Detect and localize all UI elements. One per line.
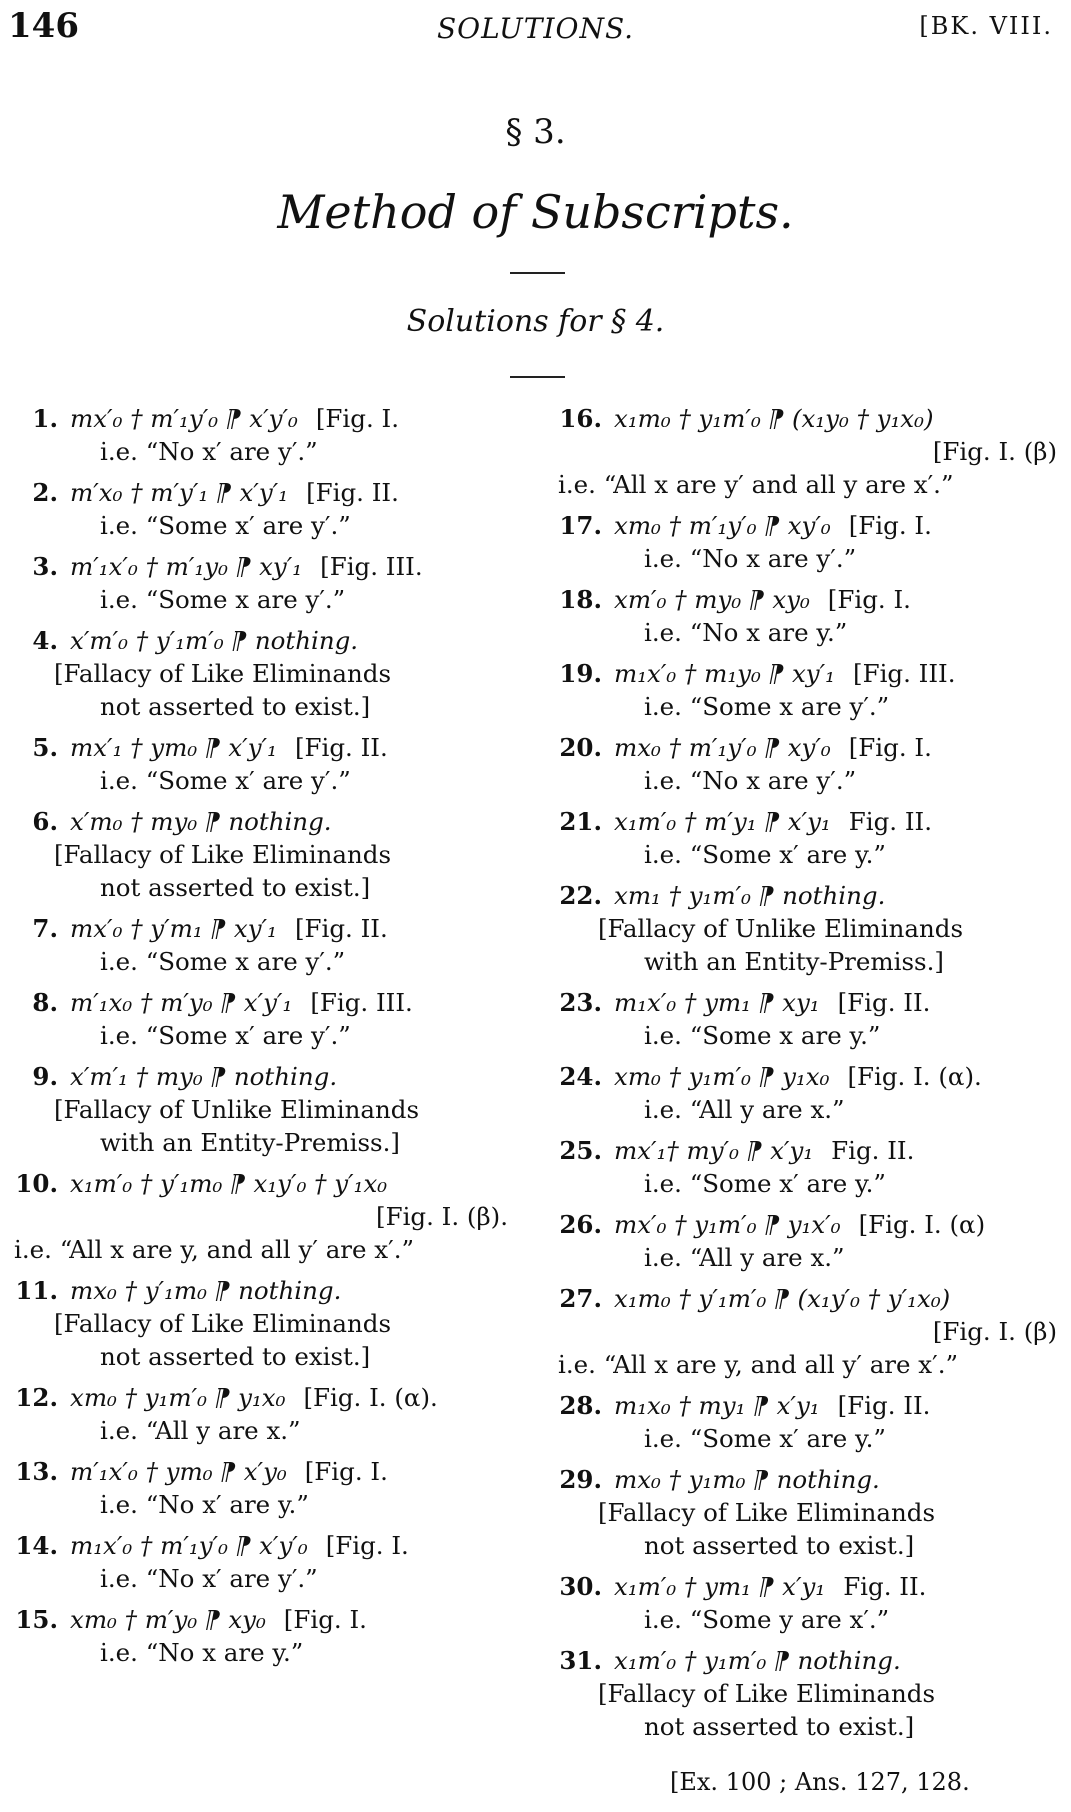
- solution-item: [8, 731, 508, 797]
- solution-item: [8, 912, 508, 978]
- figure-reference: [Fig. II.: [294, 733, 388, 762]
- solution-formula: xm′₀ † my₀ ⁋ xy₀: [614, 585, 810, 614]
- solution-number: 13.: [15, 1457, 58, 1486]
- solution-line: [8, 731, 508, 764]
- solution-line: [8, 1529, 508, 1562]
- solution-item: [552, 583, 1057, 649]
- conclusion-text: i.e. “All y are x.”: [100, 1416, 301, 1445]
- solution-number: 4.: [32, 626, 58, 655]
- solution-number: 6.: [32, 807, 58, 836]
- solution-item: [552, 1208, 1057, 1274]
- solution-item: [552, 1570, 1057, 1636]
- solution-formula: xm₀ † m′y₀ ⁋ xy₀: [70, 1605, 266, 1634]
- solution-formula: mx₀ † y′₁m₀ ⁋ nothing.: [70, 1276, 342, 1305]
- solution-line: [8, 1455, 508, 1488]
- solution-line: [8, 402, 508, 435]
- figure-reference: [Fig. II.: [306, 478, 399, 507]
- solution-formula: mx′₁ † ym₀ ⁋ x′y′₁: [70, 733, 277, 762]
- solution-line: [552, 986, 1057, 1019]
- conclusion-text: i.e. “All y are x.”: [644, 1095, 845, 1124]
- solution-formula: m₁x₀ † my₁ ⁋ x′y₁: [614, 1391, 820, 1420]
- solution-formula: x₁m₀ † y′₁m′₀ ⁋ (x₁y′₀ † y′₁x₀): [614, 1284, 951, 1313]
- solution-item: [8, 1603, 508, 1669]
- fallacy-note: [Fallacy of Unlike Eliminands: [598, 914, 964, 943]
- solution-number: 12.: [15, 1383, 58, 1412]
- solution-number: 21.: [559, 807, 602, 836]
- footer-reference: [Ex. 100 ; Ans. 127, 128.: [670, 1768, 970, 1796]
- fallacy-note-continued: not asserted to exist.]: [100, 873, 371, 902]
- figure-reference: [Fig. I.: [827, 585, 911, 614]
- figure-reference: [Fig. III.: [310, 988, 413, 1017]
- solution-line: [552, 583, 1057, 616]
- conclusion-text: i.e. “No x′ are y′.”: [100, 437, 318, 466]
- figure-reference: Fig. II.: [831, 1136, 915, 1165]
- solution-item: [552, 731, 1057, 797]
- running-title: SOLUTIONS.: [436, 12, 635, 45]
- conclusion-text: i.e. “Some x′ are y′.”: [100, 766, 351, 795]
- solution-number: 18.: [559, 585, 602, 614]
- solution-line: [8, 1060, 508, 1093]
- conclusion-text: i.e. “No x′ are y′.”: [100, 1564, 318, 1593]
- solution-item: [552, 1644, 1057, 1743]
- solution-line: [552, 1208, 1057, 1241]
- solution-item: [8, 550, 508, 616]
- solution-number: 31.: [559, 1646, 602, 1675]
- solution-line: [552, 1644, 1057, 1677]
- solution-line: [8, 1167, 508, 1200]
- solution-line: [8, 1381, 508, 1414]
- conclusion-text: i.e. “No x are y.”: [100, 1638, 304, 1667]
- figure-reference: [Fig. I. (β): [932, 437, 1057, 466]
- solution-item: [552, 1389, 1057, 1455]
- solution-number: 7.: [32, 914, 58, 943]
- conclusion-text: i.e. “Some y are x′.”: [644, 1605, 890, 1634]
- solution-number: 26.: [559, 1210, 602, 1239]
- conclusion-text: i.e. “All y are x.”: [644, 1243, 845, 1272]
- solution-item: [8, 624, 508, 723]
- solution-item: [552, 1060, 1057, 1126]
- solution-item: [8, 1167, 508, 1266]
- figure-reference: [Fig. I. (α).: [303, 1383, 438, 1412]
- solution-formula: mx′₁† my′₀ ⁋ x′y₁: [614, 1136, 814, 1165]
- solution-number: 5.: [32, 733, 58, 762]
- fallacy-note-continued: not asserted to exist.]: [100, 1342, 371, 1371]
- solution-line: [552, 402, 1057, 435]
- solution-item: [8, 476, 508, 542]
- solution-item: [552, 1282, 1057, 1381]
- solution-number: 1.: [32, 404, 58, 433]
- solution-formula: m′₁x₀ † m′y₀ ⁋ x′y′₁: [70, 988, 293, 1017]
- solution-formula: mx′₀ † y′m₁ ⁋ xy′₁: [70, 914, 277, 943]
- fallacy-note: [Fallacy of Like Eliminands: [54, 1309, 392, 1338]
- solution-formula: m′₁x′₀ † m′₁y₀ ⁋ xy′₁: [70, 552, 303, 581]
- running-header: [0, 6, 1071, 50]
- section-number: § 3.: [505, 112, 566, 152]
- fallacy-note: [Fallacy of Unlike Eliminands: [54, 1095, 420, 1124]
- solution-number: 11.: [15, 1276, 58, 1305]
- section-subtitle: Solutions for § 4.: [406, 304, 665, 339]
- figure-reference: [Fig. I.: [325, 1531, 409, 1560]
- solution-formula: mx′₀ † m′₁y′₀ ⁋ x′y′₀: [70, 404, 298, 433]
- figure-reference: [Fig. I.: [848, 511, 932, 540]
- solution-formula: mx₀ † y₁m₀ ⁋ nothing.: [614, 1465, 880, 1494]
- solution-item: [552, 509, 1057, 575]
- solution-line: [8, 624, 508, 657]
- solution-line: [8, 1274, 508, 1307]
- solution-item: [552, 657, 1057, 723]
- right-column: [552, 402, 1057, 1751]
- figure-reference: Fig. II.: [843, 1572, 927, 1601]
- solution-formula: x′m₀ † my₀ ⁋ nothing.: [70, 807, 332, 836]
- fallacy-note: [Fallacy of Like Eliminands: [54, 840, 392, 869]
- solution-line: [552, 657, 1057, 690]
- solution-number: 3.: [32, 552, 58, 581]
- solution-formula: m₁x′₀ † m₁y₀ ⁋ xy′₁: [614, 659, 836, 688]
- solution-formula: xm₁ † y₁m′₀ ⁋ nothing.: [614, 881, 886, 910]
- solution-line: [8, 912, 508, 945]
- divider-rule: [510, 376, 565, 378]
- solution-formula: x₁m′₀ † y₁m′₀ ⁋ nothing.: [614, 1646, 901, 1675]
- solution-item: [552, 805, 1057, 871]
- solution-item: [8, 1060, 508, 1159]
- solution-item: [8, 1455, 508, 1521]
- figure-reference: [Fig. II.: [837, 1391, 931, 1420]
- solution-formula: x₁m′₀ † m′y₁ ⁋ x′y₁: [614, 807, 831, 836]
- fallacy-note: [Fallacy of Like Eliminands: [598, 1498, 936, 1527]
- left-column: [8, 402, 508, 1677]
- solution-line: [552, 509, 1057, 542]
- solution-number: 19.: [559, 659, 602, 688]
- conclusion-text: i.e. “Some x′ are y′.”: [100, 1021, 351, 1050]
- solution-line: [552, 879, 1057, 912]
- solution-item: [552, 1134, 1057, 1200]
- solution-line: [552, 1389, 1057, 1422]
- solution-formula: m′₁x′₀ † ym₀ ⁋ x′y₀: [70, 1457, 287, 1486]
- solution-line: [8, 550, 508, 583]
- solution-number: 20.: [559, 733, 602, 762]
- figure-reference: [Fig. I.: [848, 733, 932, 762]
- conclusion-text: i.e. “Some x′ are y.”: [644, 1169, 886, 1198]
- solution-formula: x′m′₀ † y′₁m′₀ ⁋ nothing.: [70, 626, 359, 655]
- conclusion-text: i.e. “Some x are y′.”: [100, 585, 346, 614]
- conclusion-text: i.e. “All x are y′ and all y are x′.”: [558, 470, 954, 499]
- divider-rule: [510, 272, 565, 274]
- solution-line: [552, 1134, 1057, 1167]
- solution-formula: xm₀ † y₁m′₀ ⁋ y₁x₀: [70, 1383, 286, 1412]
- fallacy-note: [Fallacy of Like Eliminands: [598, 1679, 936, 1708]
- figure-reference: [Fig. I. (α).: [847, 1062, 982, 1091]
- conclusion-text: i.e. “All x are y, and all y′ are x′.”: [558, 1350, 959, 1379]
- solution-number: 23.: [559, 988, 602, 1017]
- solution-line: [8, 986, 508, 1019]
- solution-item: [8, 1381, 508, 1447]
- solution-number: 16.: [559, 404, 602, 433]
- solution-line: [8, 476, 508, 509]
- conclusion-text: i.e. “All x are y, and all y′ are x′.”: [14, 1235, 415, 1264]
- fallacy-note-continued: with an Entity-Premiss.]: [100, 1128, 400, 1157]
- solution-number: 29.: [559, 1465, 602, 1494]
- conclusion-text: i.e. “Some x are y.”: [644, 1021, 881, 1050]
- figure-reference: [Fig. III.: [320, 552, 423, 581]
- solution-number: 14.: [15, 1531, 58, 1560]
- solution-number: 30.: [559, 1572, 602, 1601]
- solution-formula: xm₀ † y₁m′₀ ⁋ y₁x₀: [614, 1062, 830, 1091]
- page-number: 146: [8, 6, 79, 46]
- solution-item: [8, 805, 508, 904]
- solution-formula: m₁x′₀ † ym₁ ⁋ xy₁: [614, 988, 820, 1017]
- solution-number: 9.: [32, 1062, 58, 1091]
- fallacy-note-continued: not asserted to exist.]: [644, 1712, 915, 1741]
- solution-formula: m₁x′₀ † m′₁y′₀ ⁋ x′y′₀: [70, 1531, 308, 1560]
- figure-reference: [Fig. I. (β): [932, 1317, 1057, 1346]
- solution-item: [8, 402, 508, 468]
- figure-reference: [Fig. I.: [304, 1457, 388, 1486]
- figure-reference: [Fig. I.: [315, 404, 399, 433]
- fallacy-note-continued: with an Entity-Premiss.]: [644, 947, 944, 976]
- figure-reference: [Fig. III.: [853, 659, 956, 688]
- solution-formula: x′m′₁ † my₀ ⁋ nothing.: [70, 1062, 338, 1091]
- conclusion-text: i.e. “Some x are y′.”: [100, 947, 346, 976]
- fallacy-note: [Fallacy of Like Eliminands: [54, 659, 392, 688]
- solution-number: 24.: [559, 1062, 602, 1091]
- figure-reference: [Fig. I. (β).: [376, 1202, 508, 1231]
- solution-formula: x₁m′₀ † y′₁m₀ ⁋ x₁y′₀ † y′₁x₀: [70, 1169, 388, 1198]
- solution-line: [552, 1570, 1057, 1603]
- conclusion-text: i.e. “No x are y.”: [644, 618, 848, 647]
- figure-reference: Fig. II.: [848, 807, 932, 836]
- solution-number: 22.: [559, 881, 602, 910]
- solution-formula: m′x₀ † m′y′₁ ⁋ x′y′₁: [70, 478, 289, 507]
- solution-item: [8, 986, 508, 1052]
- solution-number: 17.: [559, 511, 602, 540]
- solution-item: [552, 879, 1057, 978]
- solution-item: [552, 1463, 1057, 1562]
- solution-formula: mx′₀ † y₁m′₀ ⁋ y₁x′₀: [614, 1210, 841, 1239]
- solution-line: [552, 1282, 1057, 1315]
- conclusion-text: i.e. “Some x are y′.”: [644, 692, 890, 721]
- solution-line: [552, 1060, 1057, 1093]
- solution-line: [552, 731, 1057, 764]
- conclusion-text: i.e. “No x are y′.”: [644, 544, 857, 573]
- fallacy-note-continued: not asserted to exist.]: [644, 1531, 915, 1560]
- figure-reference: [Fig. I. (α): [858, 1210, 986, 1239]
- conclusion-text: i.e. “Some x′ are y′.”: [100, 511, 351, 540]
- solution-formula: mx₀ † m′₁y′₀ ⁋ xy′₀: [614, 733, 831, 762]
- conclusion-text: i.e. “Some x′ are y.”: [644, 1424, 886, 1453]
- solution-line: [8, 805, 508, 838]
- solution-formula: xm₀ † m′₁y′₀ ⁋ xy′₀: [614, 511, 831, 540]
- figure-reference: [Fig. I.: [283, 1605, 367, 1634]
- solution-number: 27.: [559, 1284, 602, 1313]
- solution-number: 2.: [32, 478, 58, 507]
- solution-number: 8.: [32, 988, 58, 1017]
- solution-line: [552, 805, 1057, 838]
- book-reference: [BK. VIII.: [919, 12, 1053, 40]
- section-title: Method of Subscripts.: [277, 185, 794, 239]
- conclusion-text: i.e. “No x′ are y.”: [100, 1490, 309, 1519]
- solution-item: [8, 1529, 508, 1595]
- solution-number: 25.: [559, 1136, 602, 1165]
- conclusion-text: i.e. “Some x′ are y.”: [644, 840, 886, 869]
- figure-reference: [Fig. II.: [294, 914, 388, 943]
- solution-number: 15.: [15, 1605, 58, 1634]
- fallacy-note-continued: not asserted to exist.]: [100, 692, 371, 721]
- conclusion-text: i.e. “No x are y′.”: [644, 766, 857, 795]
- solution-number: 28.: [559, 1391, 602, 1420]
- solution-formula: x₁m₀ † y₁m′₀ ⁋ (x₁y₀ † y₁x₀): [614, 404, 934, 433]
- figure-reference: [Fig. II.: [837, 988, 931, 1017]
- solution-number: 10.: [15, 1169, 58, 1198]
- solution-item: [552, 986, 1057, 1052]
- solution-line: [552, 1463, 1057, 1496]
- solution-item: [552, 402, 1057, 501]
- solution-line: [8, 1603, 508, 1636]
- solution-item: [8, 1274, 508, 1373]
- solution-formula: x₁m′₀ † ym₁ ⁋ x′y₁: [614, 1572, 826, 1601]
